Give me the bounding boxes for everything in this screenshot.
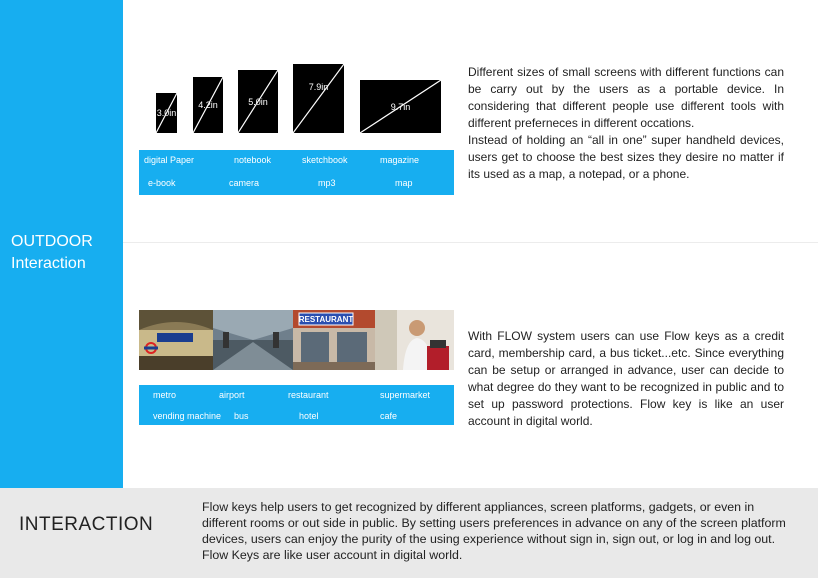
screen-9-7in: [360, 80, 441, 133]
device-label: mp3: [318, 178, 336, 188]
device-label: e-book: [148, 178, 176, 188]
interaction-text: Flow keys help users to get recognized by different appliances, screen platforms, gadgets, or even in different rooms or out side in public. By setting users preferences in advance on any of the screen platform devices, users can enjoy the purity of the using experience without sign in, sign out, or log in and log out. Flow Keys are like user account in digital world.: [202, 500, 786, 562]
places-label-bar: [139, 385, 454, 425]
sidebar: [0, 0, 123, 488]
sidebar-title: [11, 231, 93, 275]
metro-photo: [139, 310, 213, 370]
sidebar-title-line2: Interaction: [11, 255, 86, 272]
device-label: digital Paper: [144, 155, 195, 165]
device-label: notebook: [234, 155, 272, 165]
description-screens: [468, 64, 784, 183]
screen-size-label: 4.2in: [198, 100, 218, 110]
sidebar-title-line1: OUTDOOR: [11, 233, 93, 250]
restaurant-sign-text: RESTAURANT: [298, 315, 354, 324]
place-label: vending machine: [153, 411, 222, 421]
description-screens-para2: Instead of holding an “all in one” super handheld devices, users get to choose the best sizes they desire no matter if its used as a map, a notepad, or a phone.: [468, 133, 784, 181]
screen-size-label: 7.9in: [308, 82, 329, 93]
place-label: supermarket: [380, 390, 431, 400]
place-label: metro: [153, 390, 177, 400]
place-label: bus: [234, 411, 249, 421]
interaction-section: [0, 488, 818, 578]
places-photo-strip: [139, 310, 454, 370]
supermarket-photo: [375, 310, 454, 370]
place-label: hotel: [299, 411, 319, 421]
place-label: airport: [219, 390, 245, 400]
screen-size-label: 3.0in: [156, 108, 177, 118]
device-label: camera: [229, 178, 260, 188]
restaurant-photo: [293, 310, 375, 370]
devices-label-bar: [139, 150, 454, 195]
section-divider: [123, 242, 818, 243]
device-label: magazine: [380, 155, 420, 165]
place-label: restaurant: [288, 390, 329, 400]
screen-size-label: 9.7in: [390, 101, 411, 112]
place-label: cafe: [380, 411, 398, 421]
interaction-title: INTERACTION: [19, 514, 154, 535]
screen-3-0in: [156, 93, 177, 133]
description-flow-keys: With FLOW system users can use Flow keys as a credit card, membership card, a bus ticket...etc. Since everything can be setup or arranged in advance, user can decide to what degree do they want to be recognized in public and to set up password protections. Flow key is like an user account in digital world.: [468, 329, 784, 428]
screen-size-label: 5.0in: [248, 96, 268, 107]
screen-4-2in: [193, 77, 223, 133]
device-label: map: [395, 178, 413, 188]
device-label: sketchbook: [302, 155, 348, 165]
screen-5-0in: [238, 70, 278, 133]
airport-photo: [213, 310, 293, 370]
description-screens-para1: Different sizes of small screens with different functions can be carry out by the users as a portable device. In considering that different people use different tools with different preferneces in different occations.: [468, 65, 784, 130]
screen-7-9in: [293, 64, 344, 133]
